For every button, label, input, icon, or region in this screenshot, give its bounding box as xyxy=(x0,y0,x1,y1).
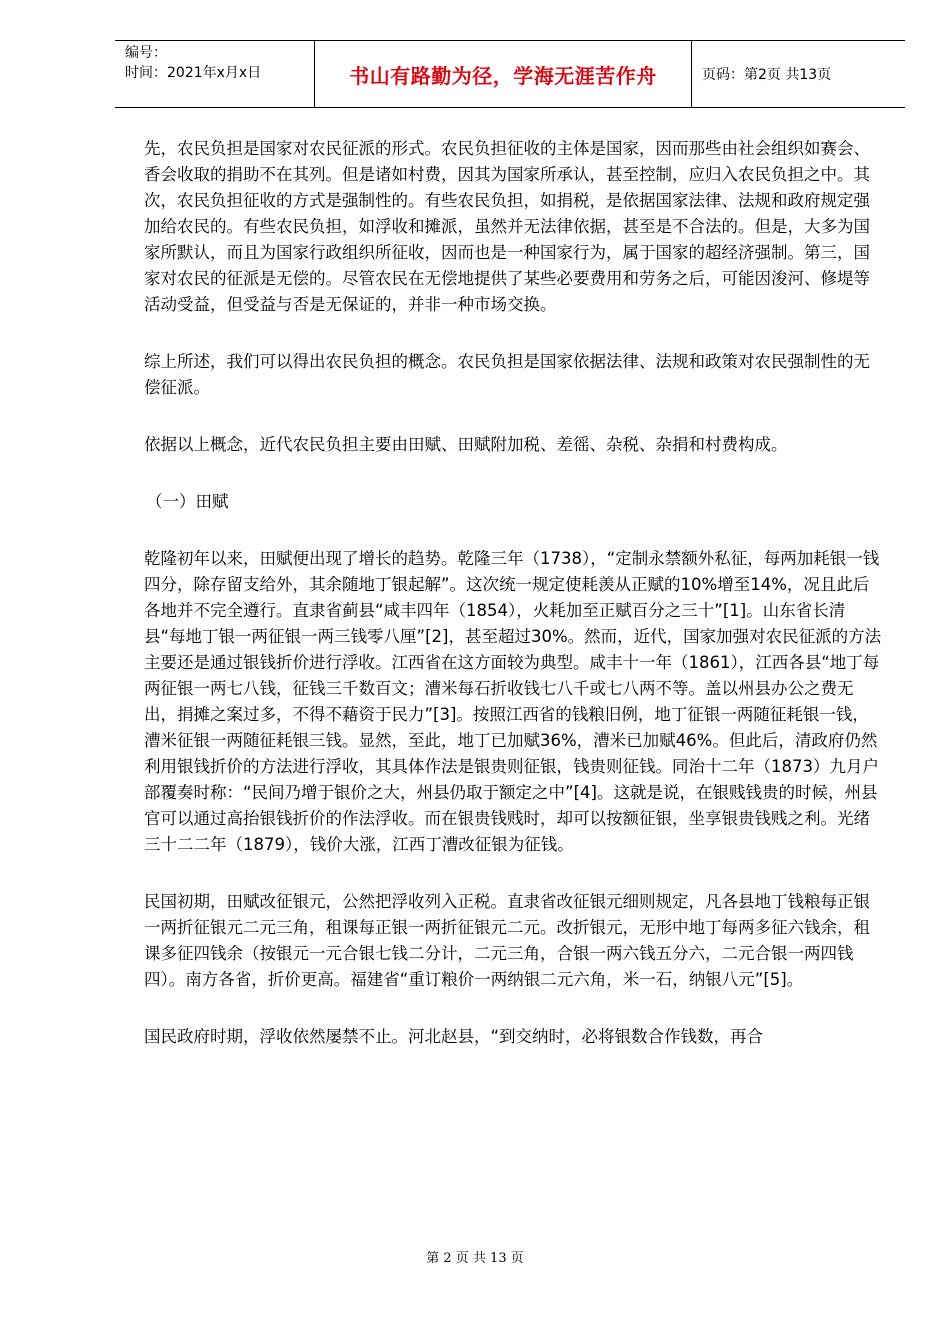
paragraph: 依据以上概念，近代农民负担主要由田赋、田赋附加税、差徭、杂税、杂捐和村费构成。 xyxy=(144,435,788,454)
header-page-label: 页码：第2页 共13页 xyxy=(702,67,832,83)
paragraph: 先，农民负担是国家对农民征派的形式。农民负担征收的主体是国家，因而那些由社会组织如赛会、香会收取的捐助不在其列。但是诸如村费，因其为国家所承认，甚至控制，应归入农民负担之中。其次，农民负担征收的方式是强制性的。有些农民负担，如捐税，是依据国家法律、法规和政府规定强加给农民的。有些农民负担，如浮收和摊派，虽然并无法律依据，甚至是不合法的。但是，大多为国家所默认，而且为国家行政组织所征收，因而也是一种国家行为，属于国家的超经济强制。第三，国家对农民的征派是无偿的。尽管农民在无偿地提供了某些必要费用和劳务之后，可能因浚河、修堤等活动受益，但受益与否是无保证的，并非一种市场交换。 xyxy=(144,139,870,314)
header-number-label: 编号： xyxy=(125,45,167,61)
paragraph: 民国初期，田赋改征银元，公然把浮收列入正税。直隶省改征银元细则规定，凡各县地丁钱粮每正银一两折征银元二元三角，租课每正银一两折征银元二元。改折银元，无形中地丁每两多征六钱余，租课多征四钱余（按银元一元合银七钱二分计，二元三角，合银一两六钱五分六，二元合银一两四钱四）。南方各省，折价更高。福建省“重订粮价一两纳银二元六角，米一石，纳银八元”[5]。 xyxy=(144,892,870,989)
header-motto: 书山有路勤为径，学海无涯苦作舟 xyxy=(315,41,692,107)
page-footer xyxy=(0,1247,950,1266)
paragraph: 综上所述，我们可以得出农民负担的概念。农民负担是国家依据法律、法规和政策对农民强制性的无偿征派。 xyxy=(144,352,870,397)
page-header xyxy=(115,40,905,108)
paragraph: 国民政府时期，浮收依然屡禁不止。河北赵县，“到交纳时，必将银数合作钱数，再合 xyxy=(144,1027,764,1046)
document-body xyxy=(144,136,884,1081)
header-meta xyxy=(115,41,315,107)
section-heading: （一）田赋 xyxy=(146,492,229,511)
footer-page-number: 第 2 页 共 13 页 xyxy=(426,1251,524,1266)
paragraph: 乾隆初年以来，田赋便出现了增长的趋势。乾隆三年（1738），“定制永禁额外私征，每两加耗银一钱四分，除存留支给外，其余随地丁银起解”。这次统一规定使耗羡从正赋的10%增至14%，况且此后各地并不完全遵行。直隶省蓟县“咸丰四年（1854），火耗加至正赋百分之三十”[1]。山东省长清县“每地丁银一两征银一两三钱零八厘”[2]，甚至超过30%。然而，近代，国家加强对农民征派的方法主要还是通过银钱折价进行浮收。江西省在这方面较为典型。咸丰十一年（1861），江西各县“地丁每两征银一两七八钱，征钱三千数百文；漕米每石折收钱七八千或七八两不等。盖以州县办公之费无出，捐摊之案过多，不得不藉资于民力”[3]。按照江西省的钱粮旧例，地丁征银一两随征耗银一钱，漕米征银一两随征耗银三钱。显然，至此，地丁已加赋36%，漕米已加赋46%。但此后，清政府仍然利用银钱折价的方法进行浮收，其具体作法是银贵则征银，钱贵则征钱。同治十二年（1873）九月户部覆奏时称：“民间乃增于银价之大，州县仍取于额定之中”[4]。这就是说，在银贱钱贵的时候，州县官可以通过高抬银钱折价的作法浮收。而在银贵钱贱时，却可以按额征银，坐享银贵钱贱之利。光绪三十二二年（1879），钱价大涨，江西丁漕改征银为征钱。 xyxy=(144,549,882,854)
header-time-label: 时间：2021年x月x日 xyxy=(125,65,262,81)
